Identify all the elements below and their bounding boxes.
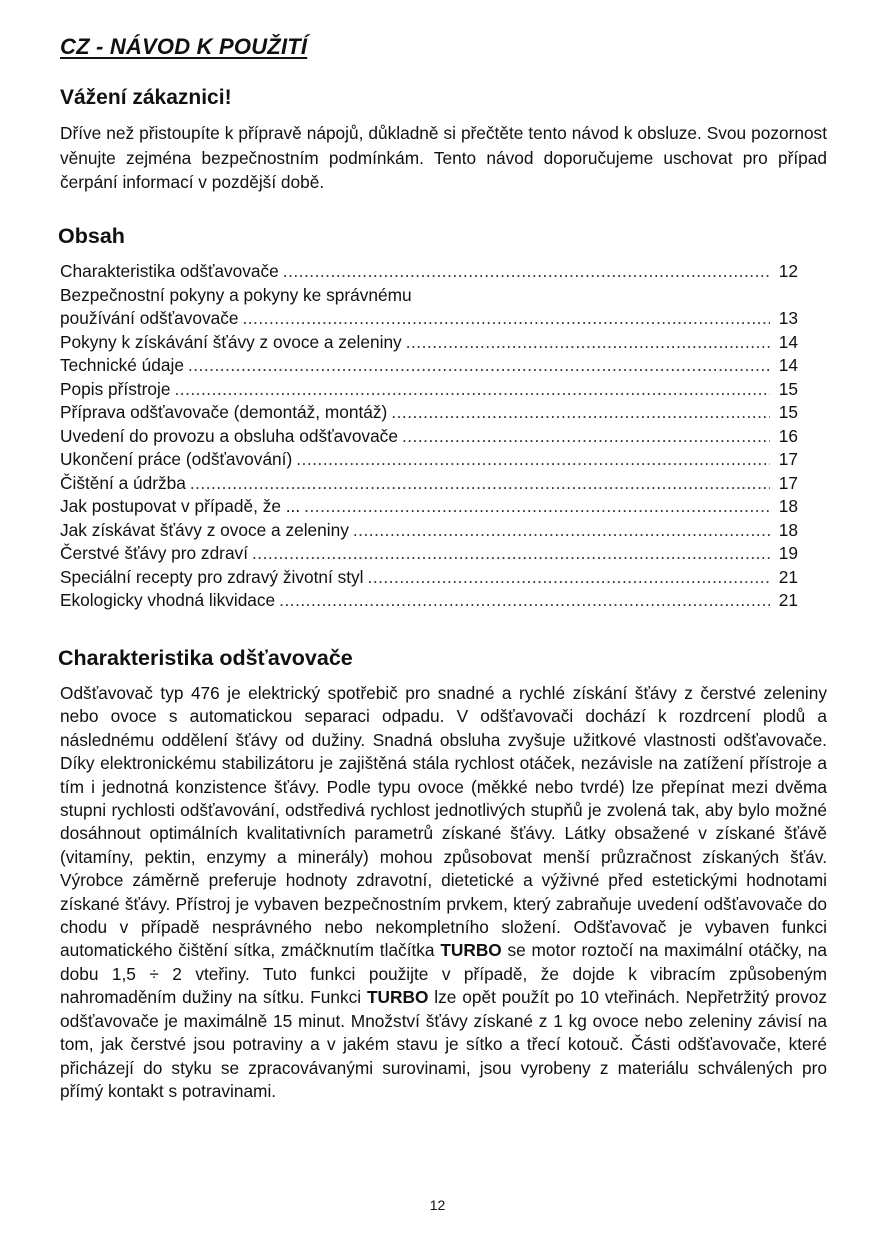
toc-item-page: 19 bbox=[778, 543, 798, 563]
greeting-heading: Vážení zákaznici! bbox=[60, 86, 232, 109]
body-text-part: Odšťavovač typ 476 je elektrický spotřebič pro snadné a rychlé získání šťávy z čerstvé zeleniny nebo ovoce s automatickou separaci odpadu. V odšťavovači dochází k rozdrcení plodů a následnému oddělení šťávy od dužiny. Snadná obsluha zvyšuje užitkové vlastnosti odšťavovače. Díky elektronickému stabilizátoru je zajištěná stála rychlost otáček, nezávisle na zatížení přístroje a tím i jednotná konzistence šťávy. Podle typu ovoce (měkké nebo tvrdé) lze přepínat mezi dvěma stupni rychlosti odšťavování, odstředivá rychlost jednotlivých stupňů je zvolená tak, aby bylo možné dosáhnout optimálních kvalitativních parametrů získané šťávy. Látky obsažené v získané šťávě (vitamíny, pektin, enzymy a minerály) mohou způsobovat menší průzračnost získaných šťáv. Výrobce záměrně preferuje hodnoty zdravotní, dietetické a výživné před estetickými hodnotami získané šťávy. Přístroj je vybaven bezpečnostním prvkem, který zabraňuje uvedení odšťavovače do chodu v případě nesprávného nebo nekompletního složení. Odšťavovač je vybaven funkci automatického čištění sítka, zmáčknutím tlačítka bbox=[60, 683, 827, 961]
toc-item bbox=[60, 449, 798, 473]
toc-leader-dots bbox=[174, 379, 770, 400]
toc-item bbox=[60, 496, 798, 520]
toc-item-title: Uvedení do provozu a obsluha odšťavovače bbox=[60, 425, 398, 446]
intro-paragraph: Dříve než přistoupíte k přípravě nápojů, důkladně si přečtěte tento návod k obsluze. Svou pozornost věnujte zejména bezpečnostním podmínkám. Tento návod doporučujeme uschovat pro případ čerpání informací v pozdější době. bbox=[60, 123, 827, 192]
toc-item-title: Bezpečnostní pokyny a pokyny ke správnému bbox=[60, 284, 412, 305]
toc-leader-dots bbox=[353, 520, 770, 541]
toc-item-title: Speciální recepty pro zdravý životní styl bbox=[60, 566, 364, 587]
body-text-part: se motor roztočí na maximální otáčky, na dobu 1,5 ÷ 2 vteřiny. Tuto funkci použijte v případě, že dojde k vibracím způsobeným nahromaděním dužiny na sítku. Funkci bbox=[60, 940, 827, 1008]
toc-leader-dots bbox=[190, 473, 770, 494]
turbo-keyword: TURBO bbox=[366, 987, 429, 1008]
toc-item-title: používání odšťavovače bbox=[60, 308, 239, 328]
section-heading: Charakteristika odšťavovače bbox=[58, 646, 353, 670]
section-body-paragraph bbox=[60, 682, 827, 1103]
body-text-part: lze opět použít po 10 vteřinách. Nepřetržitý provoz odšťavovače je maximálně 15 minut. Množství šťávy získané z 1 kg ovoce nebo zeleniny závisí na tom, jak čerstvé jsou potraviny a v jakém stavu je sítko a třecí kotouč. Části odšťavovače, které přicházejí do styku se zpracovávanými surovinami, jsou vyrobeny z materiálu schválených pro přímý kontakt s potravinami. bbox=[60, 987, 827, 1101]
toc-item bbox=[60, 543, 798, 567]
toc-item bbox=[60, 379, 798, 403]
toc-item-page: 21 bbox=[778, 590, 798, 610]
toc-item-title: Pokyny k získávání šťávy z ovoce a zeleniny bbox=[60, 331, 402, 352]
toc-leader-dots bbox=[283, 261, 770, 282]
turbo-keyword: TURBO bbox=[440, 940, 502, 961]
toc-item bbox=[60, 402, 798, 426]
table-of-contents bbox=[60, 261, 798, 614]
toc-leader-dots bbox=[252, 543, 770, 564]
toc-item-title: Čerstvé šťávy pro zdraví bbox=[60, 543, 248, 563]
toc-item bbox=[60, 308, 798, 332]
toc-item-title: Jak postupovat v případě, že ... bbox=[60, 496, 301, 516]
toc-item-title: Popis přístroje bbox=[60, 378, 171, 399]
toc-item bbox=[60, 473, 798, 497]
toc-item-page: 12 bbox=[778, 261, 798, 281]
toc-leader-dots bbox=[402, 426, 770, 447]
toc-leader-dots bbox=[391, 402, 770, 423]
toc-item-page: 14 bbox=[778, 331, 798, 352]
toc-item-page: 18 bbox=[778, 519, 798, 540]
manual-title: CZ - NÁVOD K POUŽITÍ bbox=[60, 34, 308, 59]
toc-item-page: 13 bbox=[778, 308, 798, 328]
toc-heading: Obsah bbox=[58, 224, 125, 248]
toc-item bbox=[60, 426, 798, 450]
toc-leader-dots bbox=[296, 449, 770, 470]
toc-item-page: 15 bbox=[778, 402, 798, 422]
toc-item-title: Charakteristika odšťavovače bbox=[60, 261, 279, 281]
toc-item-page: 14 bbox=[778, 355, 798, 375]
toc-item-title: Ukončení práce (odšťavování) bbox=[60, 449, 293, 469]
page-number: 12 bbox=[429, 1197, 446, 1213]
toc-item-title: Čištění a údržba bbox=[60, 472, 186, 493]
toc-item bbox=[60, 567, 798, 591]
toc-item-page: 21 bbox=[778, 566, 798, 587]
toc-item-page: 17 bbox=[778, 449, 798, 469]
toc-item bbox=[60, 261, 798, 285]
toc-item-title: Příprava odšťavovače (demontáž, montáž) bbox=[60, 402, 388, 422]
toc-leader-dots bbox=[279, 590, 770, 611]
toc-item-title: Ekologicky vhodná likvidace bbox=[60, 590, 276, 610]
toc-item bbox=[60, 520, 798, 544]
toc-item-page: 18 bbox=[778, 496, 798, 516]
toc-leader-dots bbox=[304, 496, 770, 517]
toc-item-title: Technické údaje bbox=[60, 355, 184, 375]
toc-item bbox=[60, 355, 798, 379]
toc-item bbox=[60, 590, 798, 614]
toc-item bbox=[60, 332, 798, 356]
toc-item-page: 16 bbox=[778, 425, 798, 446]
toc-leader-dots bbox=[406, 332, 770, 353]
toc-leader-dots bbox=[242, 308, 770, 329]
toc-item-line bbox=[60, 285, 798, 309]
toc-item-page: 15 bbox=[778, 378, 798, 399]
toc-item-title: Jak získávat šťávy z ovoce a zeleniny bbox=[60, 519, 349, 540]
toc-leader-dots bbox=[188, 355, 770, 376]
toc-item-page: 17 bbox=[778, 472, 798, 493]
toc-leader-dots bbox=[368, 567, 770, 588]
